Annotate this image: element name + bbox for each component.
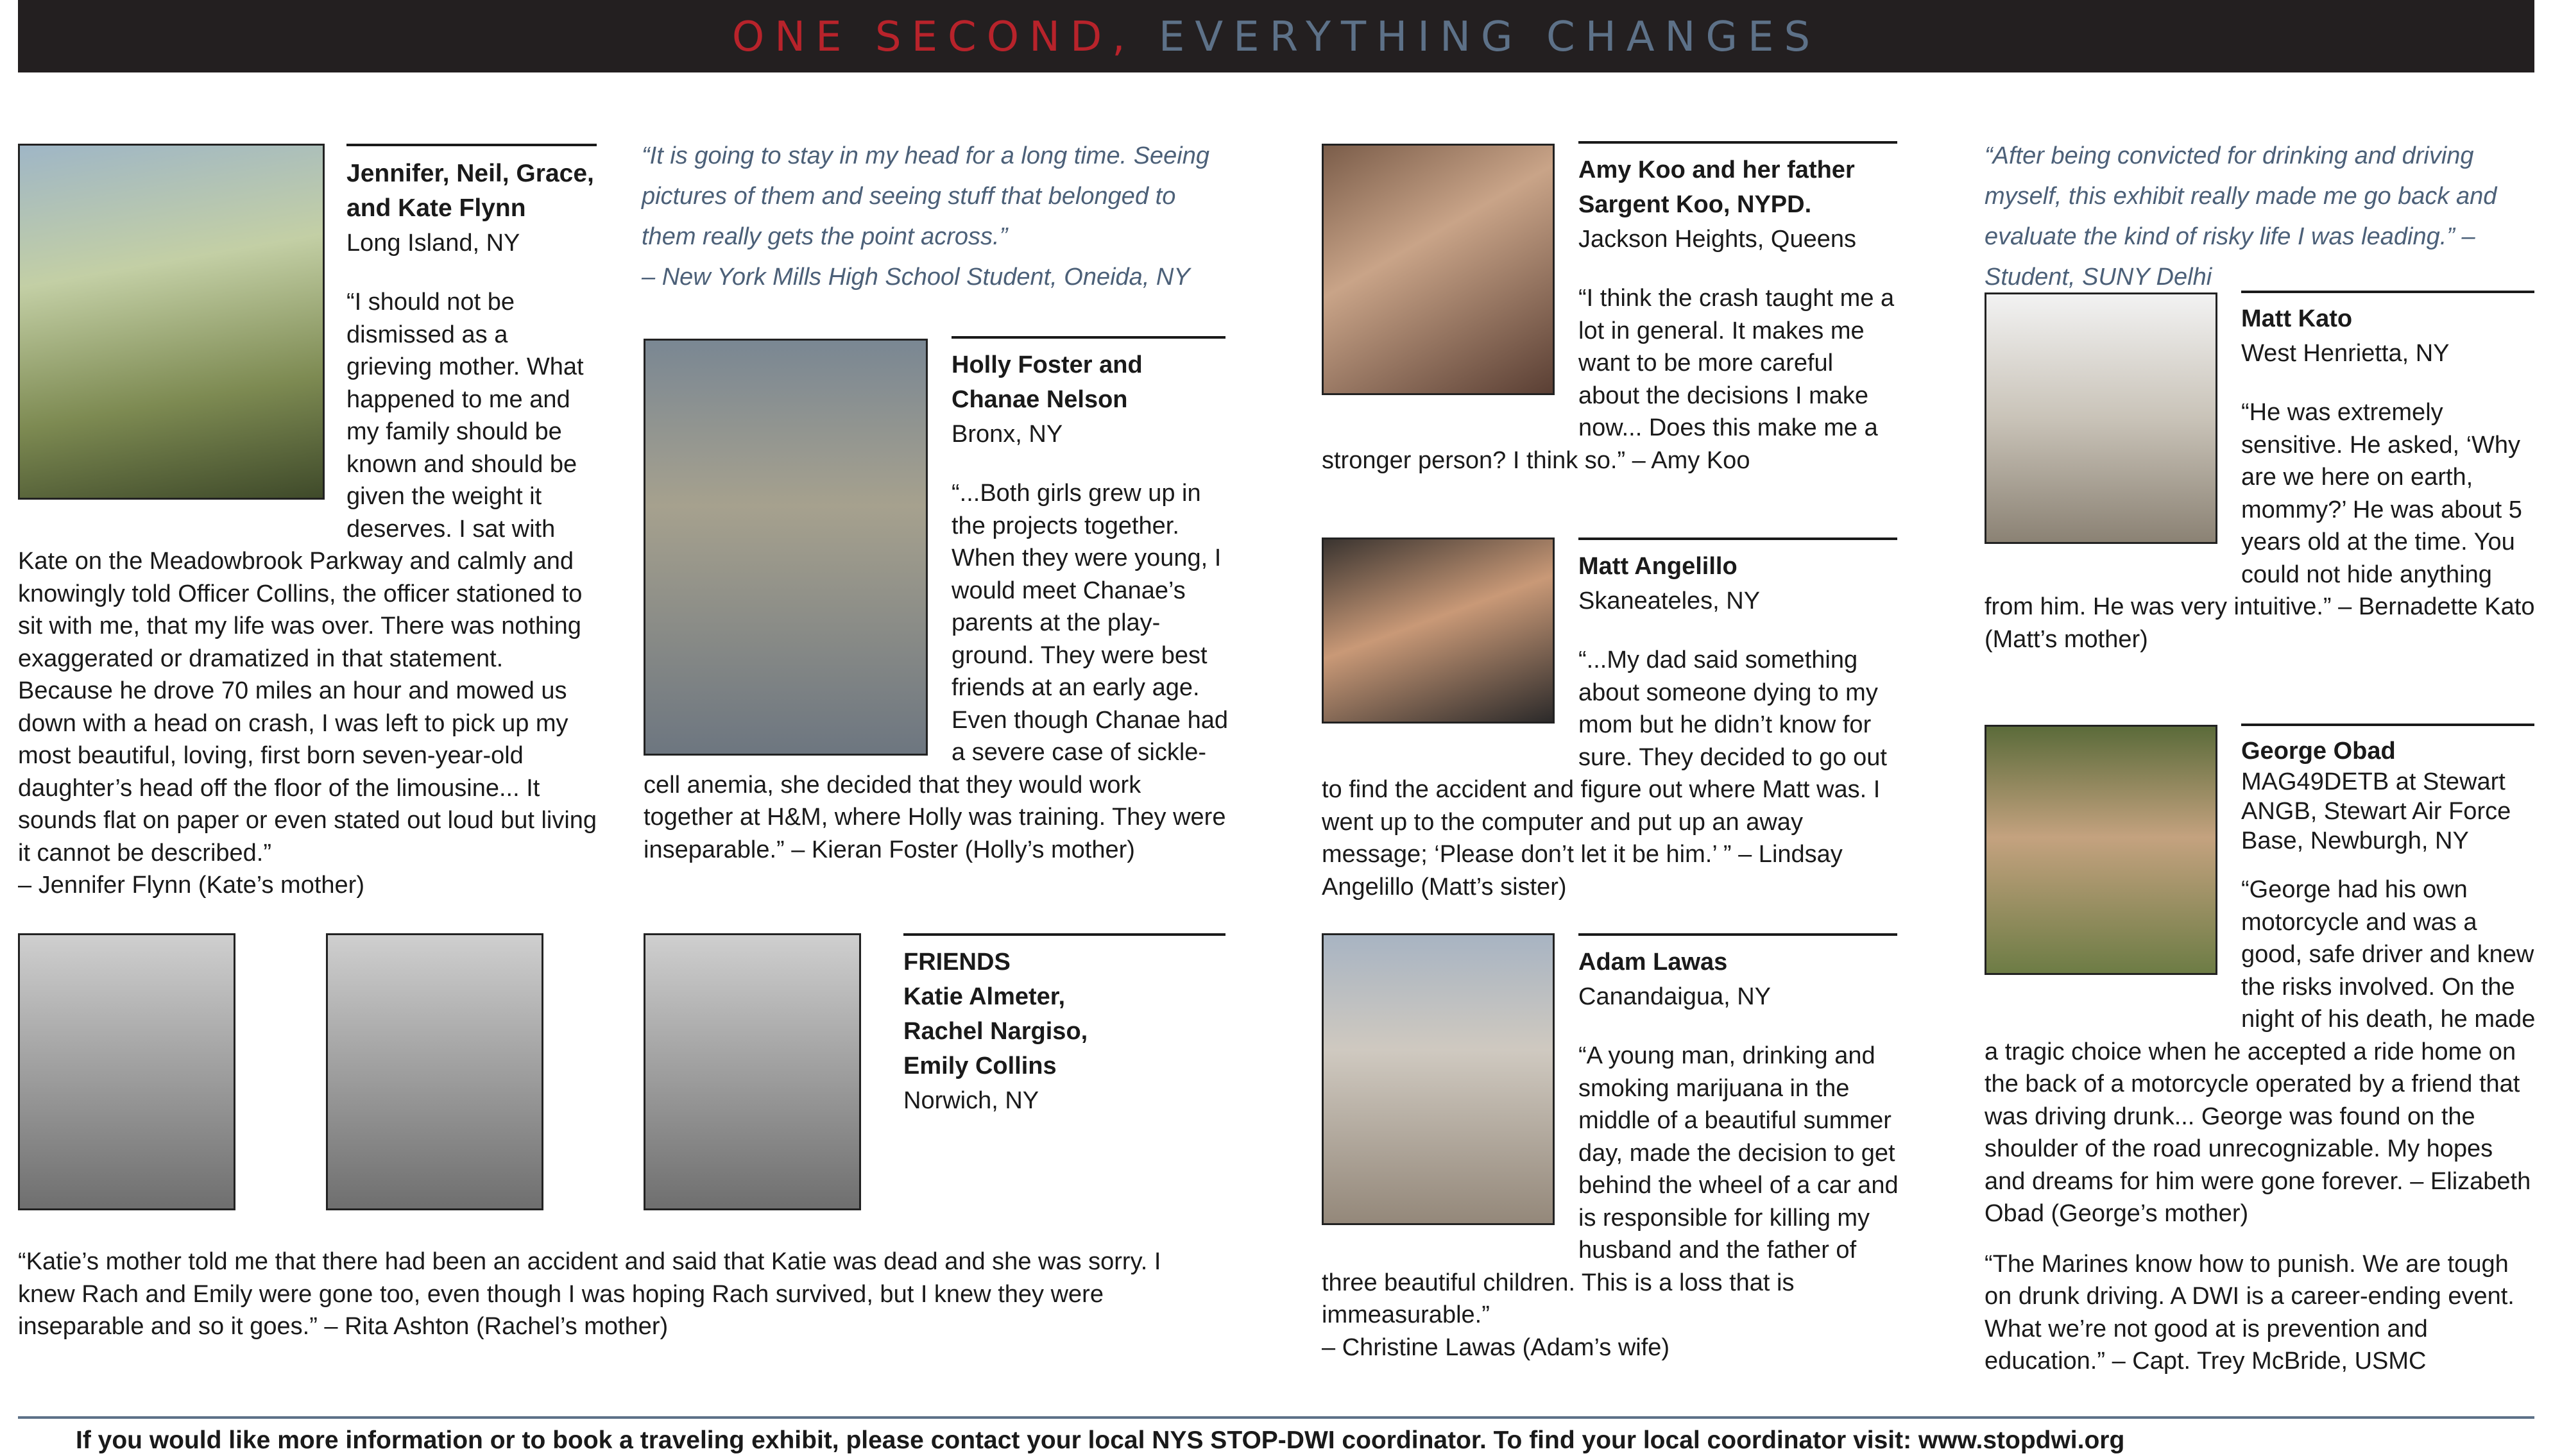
lawas-story xyxy=(1322,945,1899,1364)
flynn-quote: “I should not be dismissed as a grieving mother. What happened to me and my family should be known and should be given the weight it deserves. I sat with Kate on the Meadowbrook Parkway and calmly and knowingly told Officer Collins, the officer stationed to sit with me, that my life was over. There was nothing exaggerated or dramatized in that statement. Because he drove 70 miles an hour and mowed us down with a head on crash, I was left to pick up my most beautiful, loving, first born seven-year-old daughter’s head off the floor of the limousine... It sounds flat on paper or even stated out loud but living it cannot be described.” xyxy=(18,289,597,867)
flynn-names: Jennifer, Neil, Grace, and Kate Flynn xyxy=(346,160,594,222)
holly-rule xyxy=(952,336,1225,339)
holly-story xyxy=(644,348,1229,866)
kato-story xyxy=(1985,301,2536,656)
lawas-place: Canandaigua, NY xyxy=(1578,983,1771,1010)
amy-rule xyxy=(1578,141,1897,144)
obad-story xyxy=(1985,735,2536,1378)
footer-rule xyxy=(18,1416,2534,1419)
friends-name-emily: Emily Collins xyxy=(903,1053,1057,1079)
kato-rule xyxy=(2241,291,2534,293)
flynn-rule xyxy=(346,144,597,146)
student-quote-delhi: “After being convicted for drinking and driving myself, this exhibit really made me go back and evaluate the kind of risky life I was leading.” – Student, SUNY Delhi xyxy=(1985,142,2497,291)
friends-place: Norwich, NY xyxy=(903,1087,1039,1114)
flynn-story xyxy=(18,157,599,902)
friends-name-katie: Katie Almeter, xyxy=(903,983,1066,1010)
angelillo-place: Skaneateles, NY xyxy=(1578,588,1761,614)
flynn-place: Long Island, NY xyxy=(346,230,520,257)
holly-place: Bronx, NY xyxy=(952,421,1063,448)
friends-header xyxy=(903,945,1224,1118)
amy-place: Jackson Heights, Queens xyxy=(1578,226,1857,253)
katie-almeter-photo xyxy=(18,933,235,1210)
obad-place: MAG49DETB at Stewart ANGB, Stewart Air Force Base, Newburgh, NY xyxy=(2241,768,2511,854)
banner xyxy=(18,0,2534,72)
kato-quote: “He was extremely sensitive. He asked, ‘Why are we here on earth, mommy?’ He was about 5 years old at the time. You could not hide anything from him. He was very intuitive.” – Bernadette Kato (Matt’s mother) xyxy=(1985,399,2535,653)
holly-quote: “...Both girls grew up in the projects together. When they were young, I would meet Chanae’s parents at the play-ground. They were best friends at an early age. Even though Chanae had a severe case of sickle-cell anemia, she decided that they would work together at H&M, where Holly was training. They were inseparable.” – Kieran Foster (Holly’s mother) xyxy=(644,480,1229,863)
student-quote-oneida: “It is going to stay in my head for a long time. Seeing pictures of them and seeing stuff that belonged to them really gets the point across.” – New York Mills High School Student, Oneida, NY xyxy=(642,142,1210,291)
lawas-quote: “A young man, drinking and smoking marijuana in the middle of a beautiful summer day, made the decision to get behind the wheel of a car and is responsible for killing my husband and the father of three beautiful children. This is a loss that is immeasurable.” xyxy=(1322,1042,1899,1328)
obad-rule xyxy=(2241,724,2534,726)
kato-name: Matt Kato xyxy=(2241,305,2353,332)
kato-place: West Henrietta, NY xyxy=(2241,340,2450,367)
amy-names: Amy Koo and her father Sargent Koo, NYPD. xyxy=(1578,157,1855,218)
friends-label: FRIENDS xyxy=(903,949,1011,976)
friends-quote: “Katie’s mother told me that there had been an accident and said that Katie was dead and she was sorry. I knew Rach and Emily were gone too, even though I was hoping Rach survived, but I knew they were inseparable and so it goes.” – Rita Ashton (Rachel’s mother) xyxy=(18,1248,1161,1340)
footer-text: If you would like more information or to book a traveling exhibit, please contact your local NYS STOP-DWI coordinator. To find your local coordinator visit: www.stopdwi.org xyxy=(76,1426,2125,1454)
obad-name: George Obad xyxy=(2241,738,2396,765)
lawas-attribution: – Christine Lawas (Adam’s wife) xyxy=(1322,1333,1670,1361)
rachel-nargiso-photo xyxy=(326,933,543,1210)
angelillo-name: Matt Angelillo xyxy=(1578,553,1738,580)
emily-collins-photo xyxy=(644,933,861,1210)
angelillo-quote: “...My dad said something about someone dying to my mom but he didn’t know for sure. They decided to go out to find the accident and figure out where Matt was. I went up to the computer and put up an away message; ‘Please don’t let it be him.’ ” – Lindsay Angelillo (Matt’s sister) xyxy=(1322,647,1887,901)
angelillo-story xyxy=(1322,549,1899,903)
angelillo-rule xyxy=(1578,538,1897,540)
lawas-name: Adam Lawas xyxy=(1578,949,1728,976)
amy-story xyxy=(1322,153,1899,477)
banner-title: ONE SECOND, EVERYTHING CHANGES xyxy=(731,13,1821,61)
friends-rule xyxy=(903,933,1225,936)
amy-quote: “I think the crash taught me a lot in general. It makes me want to be more careful about the decisions I make now... Does this make me a stronger person? I think so.” – Amy Koo xyxy=(1322,285,1895,474)
flynn-attribution: – Jennifer Flynn (Kate’s mother) xyxy=(18,872,364,899)
holly-names: Holly Foster and Chanae Nelson xyxy=(952,351,1143,413)
mcbride-quote: “The Marines know how to punish. We are tough on drunk driving. A DWI is a career-ending event. What we’re not good at is prevention and education.” – Capt. Trey McBride, USMC xyxy=(1985,1250,2515,1375)
lawas-rule xyxy=(1578,933,1897,936)
obad-quote: “George had his own motorcycle and was a good, safe driver and knew the risks involved. On the night of his death, he made a tragic choice when he accepted a ride home on the back of a motorcycle operated by a friend that was driving drunk... George was found on the shoulder of the road unrecognizable. My hopes and dreams for him were gone forever. – Elizabeth Obad (George’s mother) xyxy=(1985,876,2536,1227)
friends-name-rachel: Rachel Nargiso, xyxy=(903,1018,1088,1045)
